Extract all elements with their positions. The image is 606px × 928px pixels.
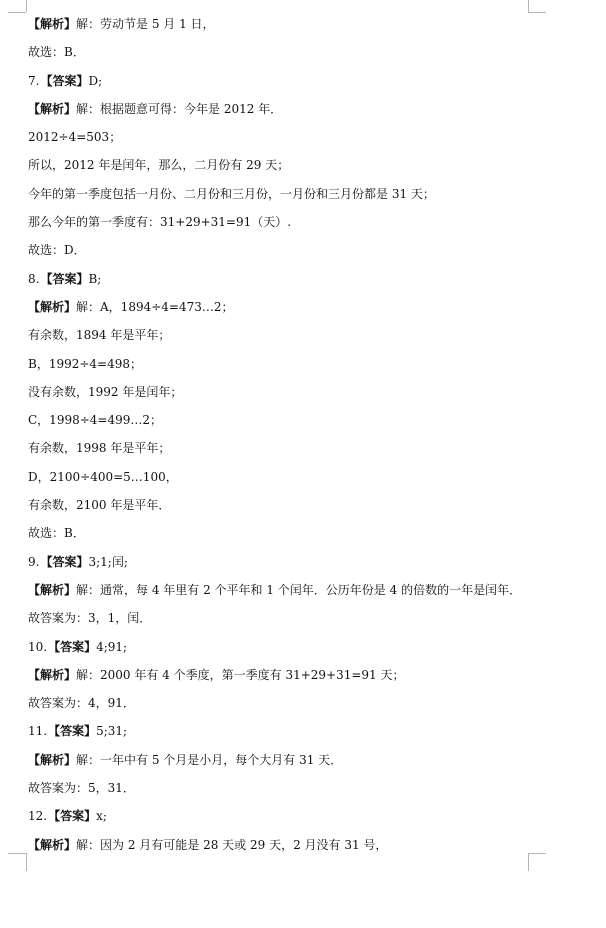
question-number: 7. — [28, 73, 40, 88]
question-number: 11. — [28, 724, 48, 739]
line-text: 今年的第一季度包括一月份、二月份和三月份，一月份和三月份都是 31 天； — [28, 186, 435, 201]
document-line — [28, 519, 548, 547]
page-corner-mark — [26, 853, 27, 871]
line-text: 解：通常，每 4 年里有 2 个平年和 1 个闰年．公历年份是 4 的倍数的一年是闰年． — [76, 582, 522, 597]
line-text: 故选：D． — [28, 243, 86, 258]
line-text: 解：一年中有 5 个月是小月，每个大月有 31 天． — [76, 752, 343, 767]
section-tag: 【解析】 — [28, 582, 77, 597]
line-text: 故答案为：4，91． — [28, 696, 135, 711]
question-number: 10. — [28, 639, 48, 654]
document-line — [28, 123, 548, 151]
section-tag: 【解析】 — [28, 667, 77, 682]
document-line — [28, 746, 548, 774]
document-line — [28, 434, 548, 462]
document-line — [28, 67, 548, 95]
line-text: 解：根据题意可得：今年是 2012 年． — [76, 101, 283, 116]
line-text: 有余数，1894 年是平年； — [28, 328, 171, 343]
section-tag: 【答案】 — [48, 724, 97, 739]
document-line — [28, 151, 548, 179]
document-line — [28, 406, 548, 434]
line-text: 2012÷4=503； — [28, 130, 122, 145]
document-line — [28, 378, 548, 406]
line-text: 5;31; — [96, 724, 128, 739]
line-text: D，2100÷400=5…100， — [28, 469, 178, 484]
document-line — [28, 633, 548, 661]
line-text: C，1998÷4=499…2； — [28, 413, 163, 428]
line-text: 3;1;闰; — [88, 554, 128, 569]
line-text: 解：因为 2 月有可能是 28 天或 29 天，2 月没有 31 号， — [76, 837, 388, 852]
page-corner-mark — [8, 12, 26, 13]
document-line — [28, 689, 548, 717]
line-text: 没有余数，1992 年是闰年； — [28, 384, 183, 399]
line-text: 4;91; — [96, 639, 128, 654]
document-line — [28, 10, 548, 38]
line-text: B，1992÷4=498； — [28, 356, 143, 371]
document-line — [28, 774, 548, 802]
line-text: 解：劳动节是 5 月 1 日， — [76, 17, 215, 31]
line-text: 故答案为：5，31． — [28, 781, 135, 796]
line-text: D; — [88, 73, 103, 88]
document-line — [28, 463, 548, 491]
section-tag: 【解析】 — [28, 752, 77, 767]
question-number: 8. — [28, 271, 40, 286]
section-tag: 【答案】 — [48, 639, 97, 654]
document-line — [28, 802, 548, 830]
document-line — [28, 548, 548, 576]
page-corner-mark — [8, 853, 26, 854]
line-text: x; — [96, 809, 107, 824]
section-tag: 【解析】 — [28, 17, 77, 31]
document-line — [28, 604, 548, 632]
line-text: 解：2000 年有 4 个季度，第一季度有 31+29+31=91 天； — [76, 667, 405, 682]
line-text: 故选：B． — [28, 526, 85, 541]
document-line — [28, 576, 548, 604]
document-line — [28, 38, 548, 66]
document-line — [28, 491, 548, 519]
page-corner-mark — [26, 0, 27, 12]
section-tag: 【解析】 — [28, 101, 77, 116]
document-line — [28, 180, 548, 208]
section-tag: 【解析】 — [28, 837, 77, 852]
line-text: 有余数，2100 年是平年． — [28, 498, 171, 513]
line-text: 有余数，1998 年是平年； — [28, 441, 171, 456]
section-tag: 【解析】 — [28, 299, 77, 314]
section-tag: 【答案】 — [40, 554, 89, 569]
document-line — [28, 321, 548, 349]
document-line — [28, 717, 548, 745]
line-text: 那么今年的第一季度有：31+29+31=91（天）. — [28, 215, 292, 230]
line-text: B; — [88, 271, 102, 286]
document-line — [28, 831, 548, 859]
line-text: 故答案为：3，1，闰． — [28, 611, 152, 626]
document-line — [28, 208, 548, 236]
question-number: 9. — [28, 554, 40, 569]
document-line — [28, 95, 548, 123]
document-line — [28, 236, 548, 264]
line-text: 解：A，1894÷4=473…2； — [76, 299, 234, 314]
document-line — [28, 265, 548, 293]
document-body — [28, 10, 548, 859]
section-tag: 【答案】 — [40, 271, 89, 286]
document-line — [28, 293, 548, 321]
question-number: 12. — [28, 809, 48, 824]
section-tag: 【答案】 — [40, 73, 89, 88]
document-line — [28, 350, 548, 378]
document-line — [28, 661, 548, 689]
line-text: 故选：B． — [28, 45, 85, 60]
line-text: 所以，2012 年是闰年，那么，二月份有 29 天； — [28, 158, 290, 173]
section-tag: 【答案】 — [48, 809, 97, 824]
